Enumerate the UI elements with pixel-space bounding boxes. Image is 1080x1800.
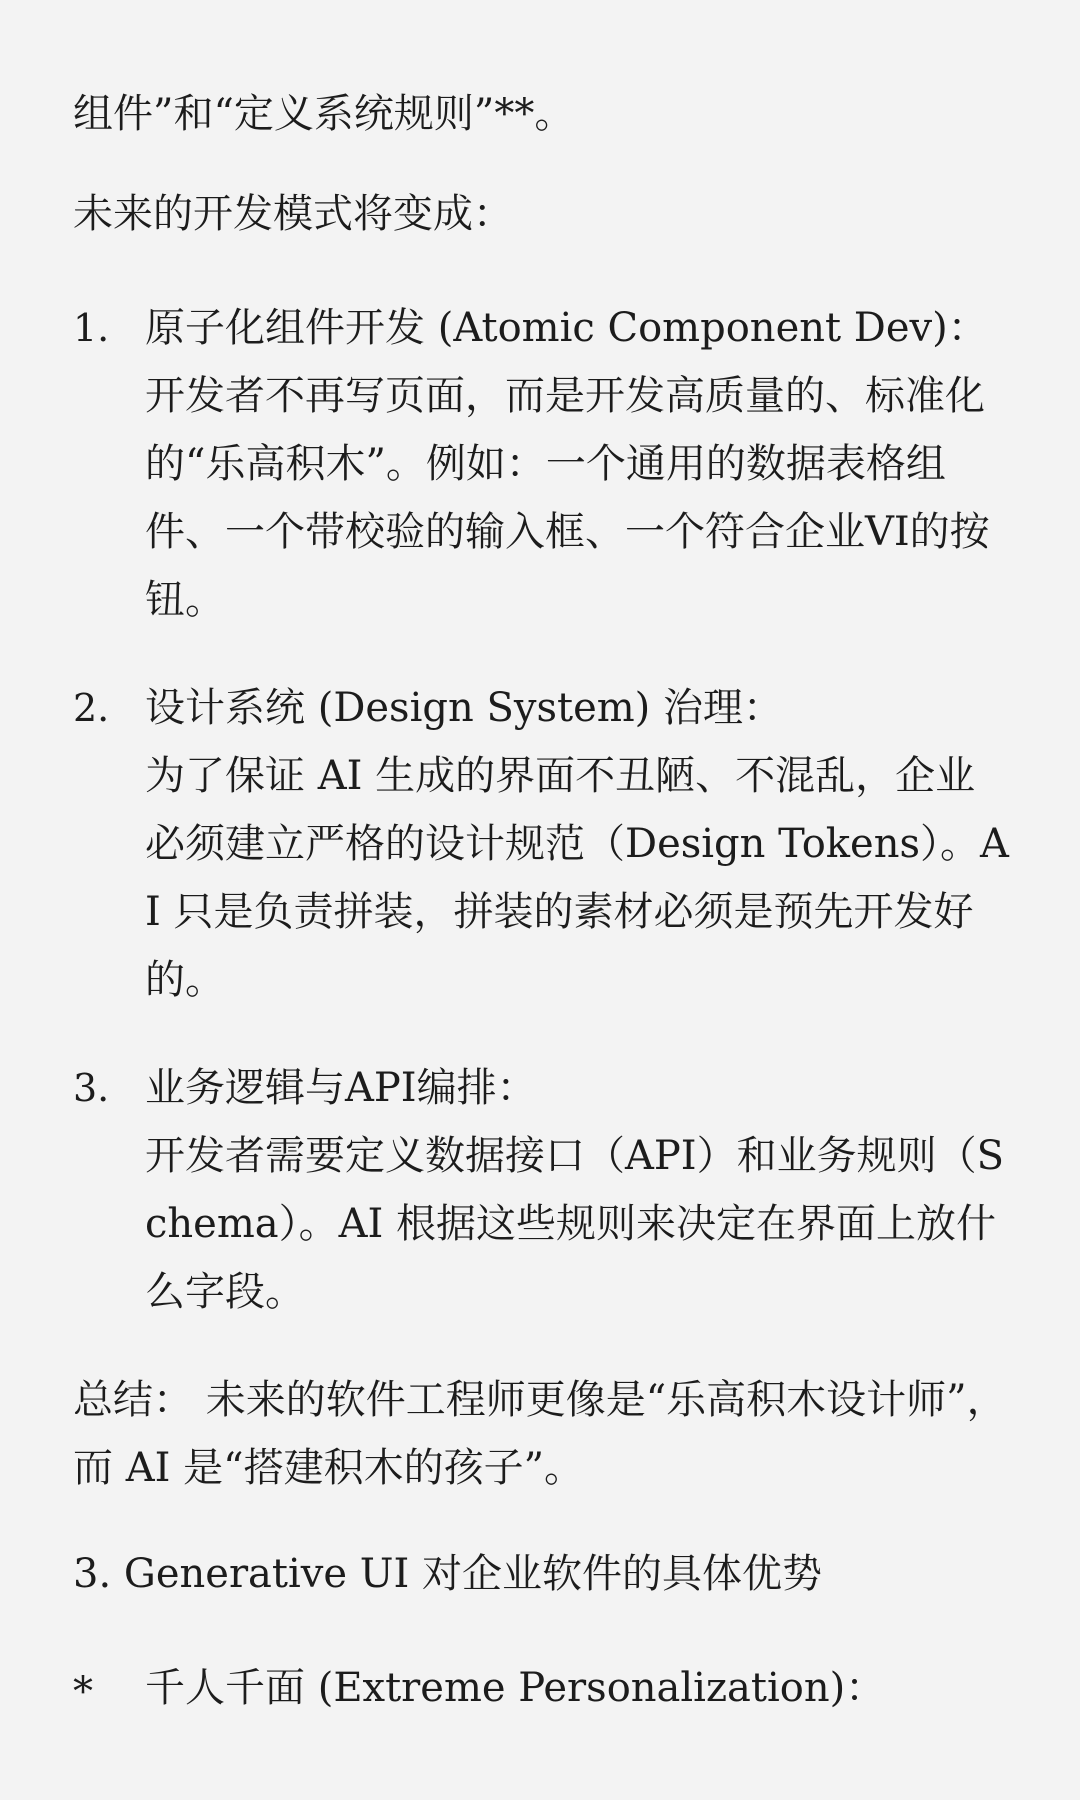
- numbered-list: [73, 294, 1013, 1326]
- list-item-description: 开发者需要定义数据接口（API）和业务规则（Schema）。AI 根据这些规则来决定在界面上放什么字段。: [145, 1133, 1005, 1315]
- bullet-item: [73, 1654, 1013, 1726]
- list-item-description: 为了保证 AI 生成的界面不丑陋、不混乱，企业必须建立严格的设计规范（Design Tokens）。AI 只是负责拼装，拼装的素材必须是预先开发好的。: [145, 753, 1009, 1003]
- list-item-title: 业务逻辑与API编排：: [145, 1065, 537, 1111]
- continued-line: 组件”和“定义系统规则”**。: [73, 91, 575, 137]
- list-item: [73, 1054, 1013, 1326]
- list-item-body: [145, 294, 1013, 634]
- list-item-title: 设计系统 (Design System) 治理：: [145, 685, 783, 731]
- list-item-title: 原子化组件开发 (Atomic Component Dev)：: [145, 305, 988, 351]
- bullet-text: 千人千面 (Extreme Personalization)：: [145, 1665, 886, 1711]
- list-item-number: 1.: [73, 306, 110, 350]
- intro-paragraph: 未来的开发模式将变成：: [73, 191, 513, 237]
- list-item-number: 3.: [73, 1066, 110, 1110]
- document-page: [73, 0, 1013, 1726]
- summary-paragraph: 总结： 未来的软件工程师更像是“乐高积木设计师”，而 AI 是“搭建积木的孩子”。: [73, 1377, 1007, 1491]
- bullet-marker: *: [73, 1669, 93, 1715]
- list-item: [73, 294, 1013, 634]
- list-item: [73, 674, 1013, 1014]
- list-item-description: 开发者不再写页面，而是开发高质量的、标准化的“乐高积木”。例如：一个通用的数据表格组件、一个带校验的输入框、一个符合企业VI的按钮。: [145, 373, 990, 623]
- list-item-body: [145, 1054, 1013, 1326]
- list-item-number: 2.: [73, 686, 110, 730]
- list-item-body: [145, 674, 1013, 1014]
- section-heading: 3. Generative UI 对企业软件的具体优势: [73, 1551, 822, 1597]
